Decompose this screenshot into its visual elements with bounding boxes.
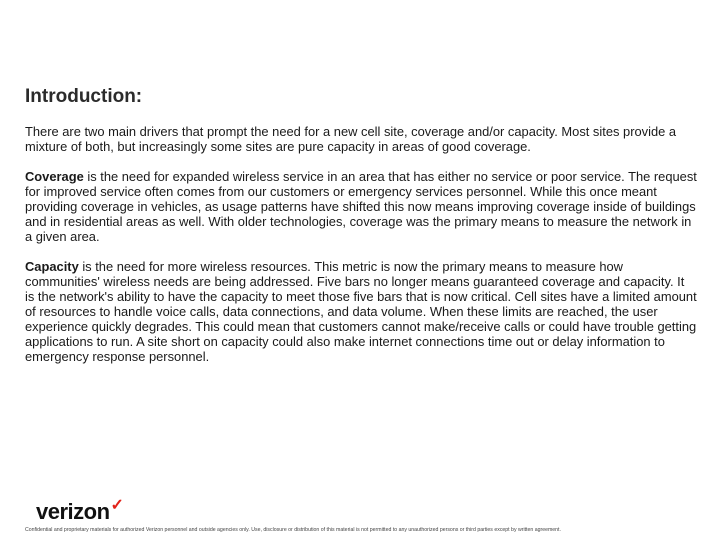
verizon-logo bbox=[36, 497, 124, 527]
capacity-text: is the need for more wireless resources. This metric is now the primary means to measure how communities' wireless needs are being addressed. Five bars no longer means guaranteed coverage and capacity. It is the network's ability to have the capacity to meet those five bars that is now critical. Cell sites have a limited amount of resources to handle voice calls, data connections, and data volume. When these limits are reached, the user experience quickly degrades. This could mean that customers cannot make/receive calls or could have trouble getting applications to run. A site short on capacity could also make internet connections time out or delay information to emergency response personnel. bbox=[25, 259, 697, 364]
coverage-paragraph bbox=[25, 169, 697, 244]
coverage-term: Coverage bbox=[25, 169, 84, 184]
intro-paragraph: There are two main drivers that prompt the need for a new cell site, coverage and/or capacity. Most sites provide a mixture of both, but increasingly some sites are pure capacity in areas of good coverage. bbox=[25, 124, 677, 154]
section-heading: Introduction: bbox=[25, 86, 143, 107]
body-text bbox=[25, 124, 697, 379]
logo-wordmark: verizon bbox=[36, 499, 110, 524]
confidentiality-footer: Confidential and proprietary materials for authorized Verizon personnel and outside agencies only. Use, disclosure or distribution of this material is not permitted to any unauthorized persons or third parties except by written agreement. bbox=[25, 527, 561, 533]
capacity-paragraph bbox=[25, 259, 697, 364]
coverage-text: is the need for expanded wireless service in an area that has either no service or poor service. The request for improved service often comes from our customers or emergency services personnel. While this once meant providing coverage in vehicles, as usage patterns have shifted this now means improving coverage inside of buildings and in residential areas as well. With older technologies, coverage was the primary means to measure the network in a given area. bbox=[25, 169, 697, 244]
checkmark-icon: ✓ bbox=[110, 497, 124, 514]
capacity-term: Capacity bbox=[25, 259, 79, 274]
